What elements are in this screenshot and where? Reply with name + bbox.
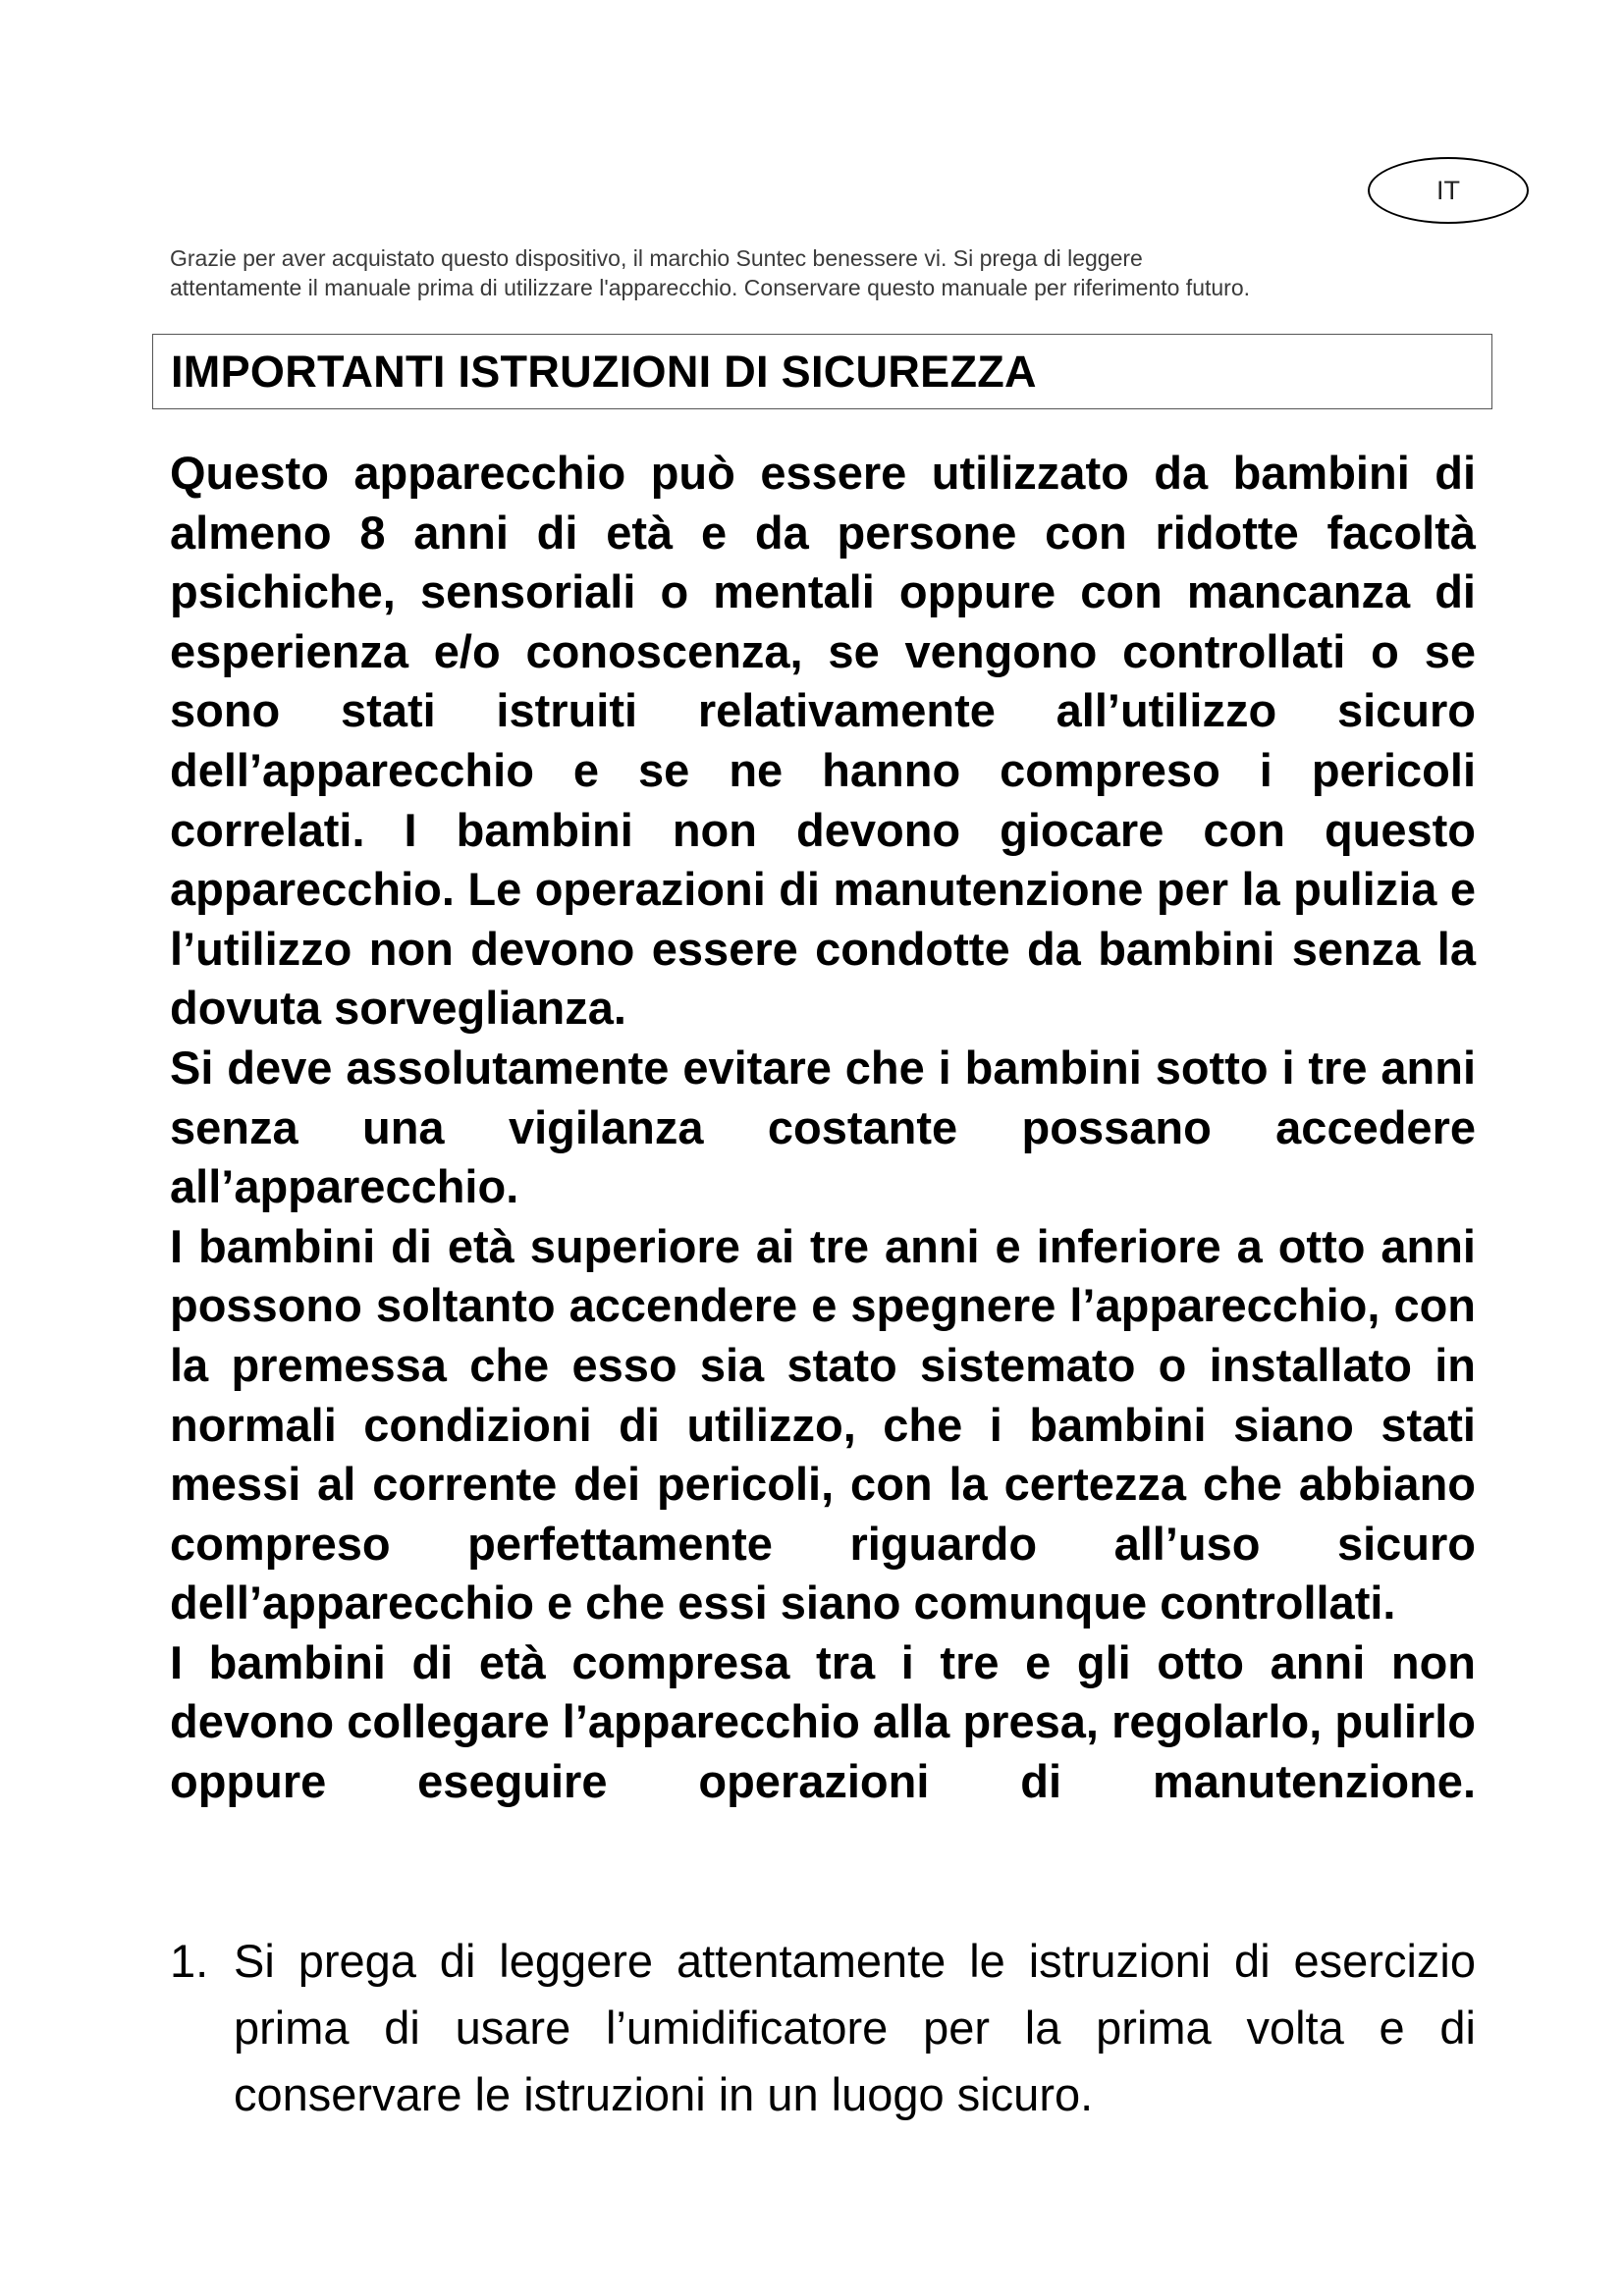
intro-line-2: attentamente il manuale prima di utilizzare l'apparecchio. Conservare questo manuale per riferimento futuro. (170, 275, 1251, 300)
intro-text (170, 243, 1446, 302)
numbered-instructions-list (170, 1928, 1476, 2128)
section-title: IMPORTANTI ISTRUZIONI DI SICUREZZA (171, 346, 1037, 397)
safety-instructions-body (170, 444, 1476, 1812)
paragraph-children-supervision: Questo apparecchio può essere utilizzato da bambini di almeno 8 anni di età e da persone con ridotte facoltà psichiche, sensoriali o mentali oppure con mancanza di esperienza e/o conoscenza, se vengono controllati o se sono stati istruiti relativamente all’utilizzo sicuro dell’apparecchio e se ne hanno compreso i pericoli correlati. I bambini non devono giocare con questo apparecchio. Le operazioni di manutenzione per la pulizia e l’utilizzo non devono essere condotte da bambini senza la dovuta sorveglianza. (170, 447, 1476, 1035)
paragraph-three-to-eight: I bambini di età superiore ai tre anni e inferiore a otto anni possono soltanto accendere e spegnere l’apparecchio, con la premessa che esso sia stato sistemato o installato in normali condizioni di utilizzo, che i bambini siano stati messi al corrente dei pericoli, con la certezza che abbiano compreso perfettamente riguardo all’uso sicuro dell’apparecchio e che essi siano comunque controllati. (170, 1219, 1476, 1629)
language-badge: IT (1368, 157, 1529, 224)
paragraph-no-maintenance: I bambini di età compresa tra i tre e gli otto anni non devono collegare l’apparecchio alla presa, regolarlo, pulirlo oppure eseguire operazioni di manutenzione. (170, 1635, 1476, 1808)
intro-line-1: Grazie per aver acquistato questo dispositivo, il marchio Suntec benessere vi. Si prega di leggere (170, 245, 1143, 271)
list-item-number: 1. (170, 1935, 209, 1987)
paragraph-under-three: Si deve assolutamente evitare che i bambini sotto i tre anni senza una vigilanza costante possano accedere all’apparecchio. (170, 1041, 1476, 1213)
list-item-text: Si prega di leggere attentamente le istruzioni di esercizio prima di usare l’umidificatore per la prima volta e di conservare le istruzioni in un luogo sicuro. (234, 1935, 1476, 2120)
section-title-box (152, 334, 1492, 409)
list-item (170, 1928, 1476, 2128)
